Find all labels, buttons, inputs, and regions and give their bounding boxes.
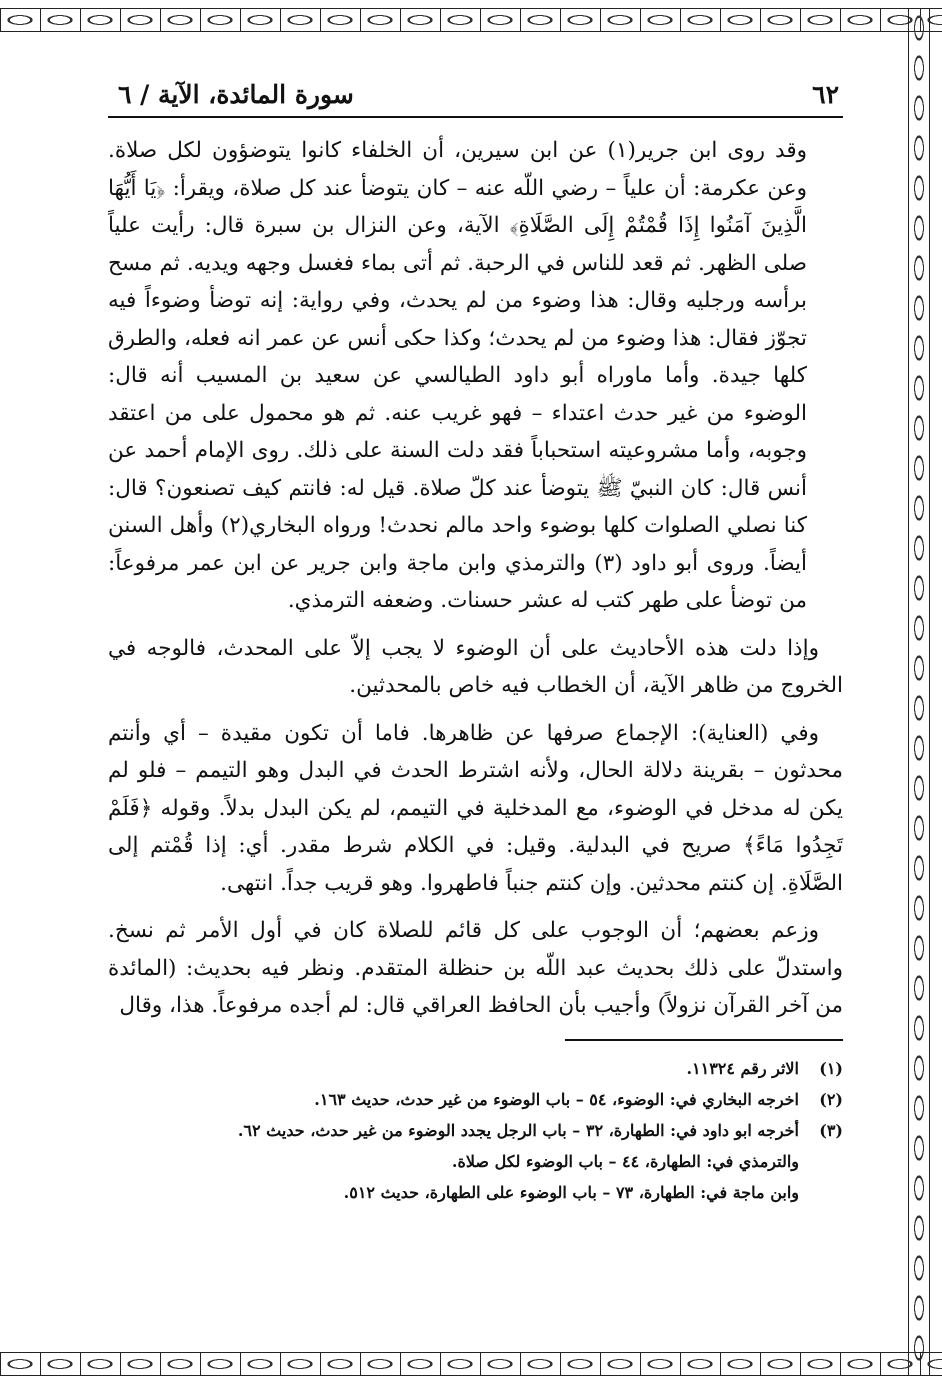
paragraph: وقد روى ابن جرير(١) عن ابن سيرين، أن الخلفاء كانوا يتوضؤون لكل صلاة. وعن عكرمة: أن علياً – رضي اللّه عنه – كان يتوضأ عند كل صلاة، ويقرأ: ﴿يَا أَيُّهَا الَّذِينَ آمَنُوا إِذَا قُمْتُمْ إِلَى الصَّلَاةِ﴾ الآية، وعن النزال بن سبرة قال: رأيت علياً صلى الظهر. ثم قعد للناس في الرحبة. ثم أتى بماء فغسل وجهه ويديه. ثم مسح برأسه ورجليه وقال: هذا وضوء من لم يحدث، وفي رواية: إنه توضأ وضوءاً فيه تجوّز فقال: هذا وضوء من لم يحدث؛ وكذا حكى أنس عن عمر انه فعله، والطرق كلها جيدة. وأما ماوراه أبو داود الطيالسي عن سعيد بن المسيب أنه قال: الوضوء من غير حدث اعتداء – فهو غريب عنه. ثم هو محمول على من اعتقد وجوبه، وأما مشروعيته استحباباً فقد دلت السنة على ذلك. روى الإمام أحمد عن أنس قال: كان النبيّ ﷺ يتوضأ عند كلّ صلاة. قيل له: فانتم كيف تصنعون؟ قال: كنا نصلي الصلوات كلها بوضوء واحد مالم نحدث! ورواه البخاري(٢) وأهل السنن أيضاً. وروى أبو داود (٣) والترمذي وابن ماجة وابن جرير عن ابن عمر مرفوعاً: من توضأ على طهر كتب له عشر حسنات. وضعفه الترمذي. bbox=[108, 138, 808, 613]
page-header bbox=[108, 70, 843, 118]
paragraph: وزعم بعضهم؛ أن الوجوب على كل قائم للصلاة كان في أول الأمر ثم نسخ. واستدلّ على ذلك بحديث عبد اللّه بن حنظلة المتقدم. ونظر فيه بحديث: (المائدة من آخر القرآن نزولاً) وأجيب بأن الحافظ العراقي قال: لم أجده مرفوعاً. هذا، وقال bbox=[108, 918, 843, 1018]
footnotes bbox=[108, 1053, 843, 1208]
footnote-continuation: والترمذي في: الطهارة، ٤٤ – باب الوضوء لكل صلاة. bbox=[451, 1151, 799, 1171]
decorative-border-bottom bbox=[0, 1352, 942, 1376]
footnote-text: اخرجه البخاري في: الوضوء، ٥٤ – باب الوضوء من غير حدث، حديث ١٦٣. bbox=[314, 1089, 799, 1109]
footnote bbox=[108, 1084, 843, 1115]
footnote-text: أخرجه ابو داود في: الطهارة، ٣٢ – باب الرجل يجدد الوضوء من غير حدث، حديث ٦٢. bbox=[237, 1120, 799, 1140]
footnote-divider bbox=[565, 1039, 843, 1041]
footnote-number: (١) bbox=[819, 1058, 843, 1078]
footnote-number: (٢) bbox=[819, 1089, 843, 1109]
footnote-continuation: وابن ماجة في: الطهارة، ٧٣ – باب الوضوء على الطهارة، حديث ٥١٢. bbox=[343, 1182, 799, 1202]
footnote bbox=[108, 1115, 843, 1146]
decorative-border-top bbox=[0, 8, 942, 32]
footnote bbox=[108, 1053, 843, 1084]
running-title: سورة المائدة، الآية / ٦ bbox=[118, 80, 354, 109]
paragraph: وفي (العناية): الإجماع صرفها عن ظاهرها. فاما أن تكون مقيدة – أي وأنتم محدثون – بقرينة دلالة الحال، ولأنه اشترط الحدث في البدل وهو التيمم – فلو لم يكن له مدخل في الوضوء، مع المدخلية في التيمم، لم يكن البدل بدلاً. وقوله ﴿فَلَمْ تَجِدُوا مَاءً﴾ صريح في البدلية. وقيل: في الكلام شرط مقدر. أي: إذا قُمْتم إلى الصَّلَاةِ. إن كنتم محدثين. وإن كنتم جنباً فاطهروا. وهو قريب جداً. انتهى. bbox=[108, 720, 843, 896]
decorative-border-right bbox=[908, 8, 930, 1375]
page bbox=[108, 70, 843, 1208]
footnote-number: (٣) bbox=[819, 1120, 843, 1140]
footnote-text: الاثر رقم ١١٣٢٤. bbox=[686, 1058, 799, 1078]
body-text bbox=[108, 132, 843, 1025]
page-number: ٦٢ bbox=[812, 80, 839, 109]
paragraph: وإذا دلت هذه الأحاديث على أن الوضوء لا يجب إلاّ على المحدث، فالوجه في الخروج من ظاهر الآية، أن الخطاب فيه خاص بالمحدثين. bbox=[108, 635, 843, 698]
